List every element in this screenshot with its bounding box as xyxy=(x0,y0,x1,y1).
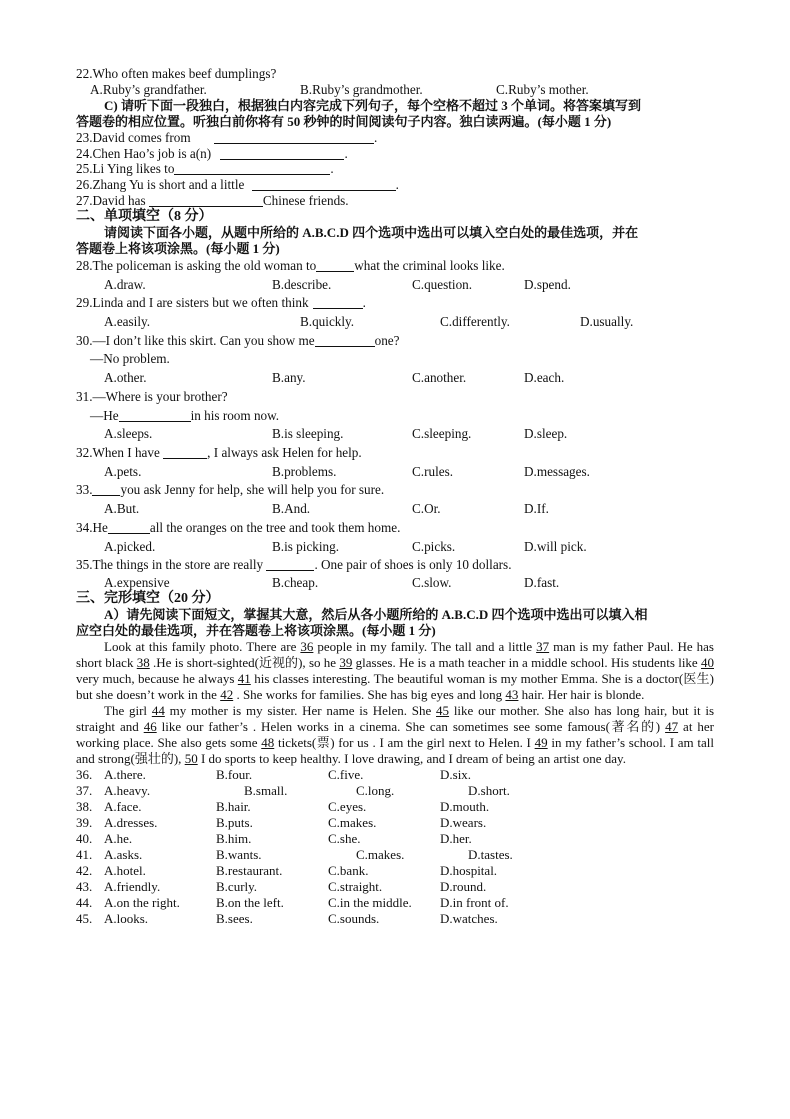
cloze-choices xyxy=(76,767,726,927)
blank-48: 48 xyxy=(261,734,275,750)
blank-40: 40 xyxy=(701,654,714,670)
blank-42: 42 xyxy=(220,686,234,702)
question-33: 33. you ask Jenny for help, she will help you for sure. xyxy=(76,482,385,498)
question-32: 32.When I have , I always ask Helen for help. xyxy=(76,445,362,460)
choice-row-39: 39. A.dresses. B.puts. C.makes. D.wears. xyxy=(76,814,487,830)
question-28-options: A.draw. B.describe. C.question. D.spend. xyxy=(104,276,571,292)
question-33-options: A.But. B.And. C.Or. D.If. xyxy=(104,501,549,517)
choice-row-42: 42. A.hotel. B.restaurant. C.bank. D.hospital. xyxy=(76,862,498,878)
question-32-options: A.pets. B.problems. C.rules. D.messages. xyxy=(104,463,590,479)
question-31: 31.—Where is your brother? xyxy=(76,388,228,404)
blank-37: 37 xyxy=(536,638,550,654)
cloze-paragraph-1: Look at this family photo. There are 36 people in my family. The tall and a little 37 man is my father Paul. He has short black 38 .He is short-sighted(近视的), so he 39 glasses. He is a math teacher in a middle school. His students like 40 very much, because he always 41 his classes interesting. The beautiful woman is my mother Emma. She is a doctor(医生) but she doesn’t work in the 42 . She works for families. She has big eyes and long 43 hair. Her hair is blonde. xyxy=(76,638,714,702)
question-30: 30.—I don’t like this skirt. Can you show me one? xyxy=(76,332,400,348)
question-28: 28.The policeman is asking the old woman to what the criminal looks like. xyxy=(76,257,505,273)
question-35-options: A.expensive B.cheap. C.slow. D.fast. xyxy=(104,574,560,590)
question-25: 25.Li Ying likes to . xyxy=(76,161,334,177)
question-29: 29.Linda and I are sisters but we often think . xyxy=(76,295,366,311)
section-3-instruction-cont: 应空白处的最佳选项，并在答题卷上将该项涂黑。(每小题 1 分) xyxy=(76,622,436,638)
blank-50: 50 xyxy=(184,750,198,766)
question-26: 26.Zhang Yu is short and a little . xyxy=(76,177,399,193)
part-c-instruction: C) 请听下面一段独白，根据独白内容完成下列句子，每个空格不超过 3 个单词。将答案填写到 xyxy=(104,97,641,113)
blank-45: 45 xyxy=(436,702,450,718)
choice-row-38: 38. A.face. B.hair. C.eyes. D.mouth. xyxy=(76,798,490,814)
section-2-instruction: 请阅读下面各小题，从题中所给的 A.B.C.D 四个选项中选出可以填入空白处的最佳选项，并在 xyxy=(104,225,639,241)
question-24: 24.Chen Hao’s job is a(n) . xyxy=(76,145,348,161)
question-34-options: A.picked. B.is picking. C.picks. D.will pick. xyxy=(104,538,587,554)
question-22-options xyxy=(76,82,726,98)
question-35: 35.The things in the store are really . One pair of shoes is only 10 dollars. xyxy=(76,557,512,573)
blank-49: 49 xyxy=(534,734,548,750)
section-3-title: 三、完形填空（20 分） xyxy=(76,590,220,606)
choice-row-40: 40. A.he. B.him. C.she. D.her. xyxy=(76,830,472,846)
question-31-options: A.sleeps. B.is sleeping. C.sleeping. D.sleep. xyxy=(104,426,568,442)
blank-46: 46 xyxy=(143,718,157,734)
question-23: 23.David comes from . xyxy=(76,129,378,145)
blank-38: 38 xyxy=(136,654,150,670)
question-22: 22.Who often makes beef dumplings? xyxy=(76,66,277,81)
choice-row-41: 41. A.asks. B.wants. C.makes. D.tastes. xyxy=(76,846,513,862)
choice-row-45: 45. A.looks. B.sees. C.sounds. D.watches. xyxy=(76,910,498,926)
cloze-paragraph-2: The girl 44 my mother is my sister. Her name is Helen. She 45 like our mother. She also has long hair, but it is straight and 46 like our father’s . Helen works in a cinema. She can sometimes see some famous(著名的) 47 at her working place. She also gets some 48 tickets(票) for us . I am the girl next to Helen. I 49 in my father’s school. I am tall and strong(强壮的), 50 I do sports to keep healthy. I love drawing, and I dream of being an artist one day. xyxy=(76,702,715,766)
choice-row-43: 43. A.friendly. B.curly. C.straight. D.round. xyxy=(76,878,487,894)
blank-43: 43 xyxy=(505,686,519,702)
choice-row-36: 36. A.there. B.four. C.five. D.six. xyxy=(76,766,472,782)
question-30-options: A.other. B.any. C.another. D.each. xyxy=(104,370,565,386)
question-29-options: A.easily. B.quickly. C.differently. D.usually. xyxy=(104,314,634,330)
section-2-instruction-cont: 答题卷上将该项涂黑。(每小题 1 分) xyxy=(76,241,280,257)
question-27: 27.David has Chinese friends. xyxy=(76,193,349,209)
option: C.Ruby’s mother. xyxy=(496,81,589,97)
blank-47: 47 xyxy=(665,718,679,734)
section-2-title: 二、单项填空（8 分） xyxy=(76,209,213,225)
blank-41: 41 xyxy=(237,670,251,686)
choice-row-37: 37. A.heavy. B.small. C.long. D.short. xyxy=(76,782,510,798)
section-3-instruction: A）请先阅读下面短文，掌握其大意，然后从各小题所给的 A.B.C.D 四个选项中选出可以填入相 xyxy=(104,606,648,622)
option: B.Ruby’s grandmother. xyxy=(300,81,423,97)
question-34: 34.He all the oranges on the tree and took them home. xyxy=(76,519,401,535)
question-31-reply: —He in his room now. xyxy=(90,407,280,423)
option: A.Ruby’s grandfather. xyxy=(90,81,207,97)
question-30-reply: —No problem. xyxy=(90,351,170,367)
part-c-instruction-cont: 答题卷的相应位置。听独白前你将有 50 秒钟的时间阅读句子内容。独白读两遍。(每小题 1 分) xyxy=(76,113,612,129)
blank-44: 44 xyxy=(151,702,165,718)
blank-36: 36 xyxy=(300,638,314,654)
blank-39: 39 xyxy=(339,654,353,670)
choice-row-44: 44. A.on the right. B.on the left. C.in the middle. D.in front of. xyxy=(76,894,509,910)
exam-page xyxy=(76,66,726,927)
